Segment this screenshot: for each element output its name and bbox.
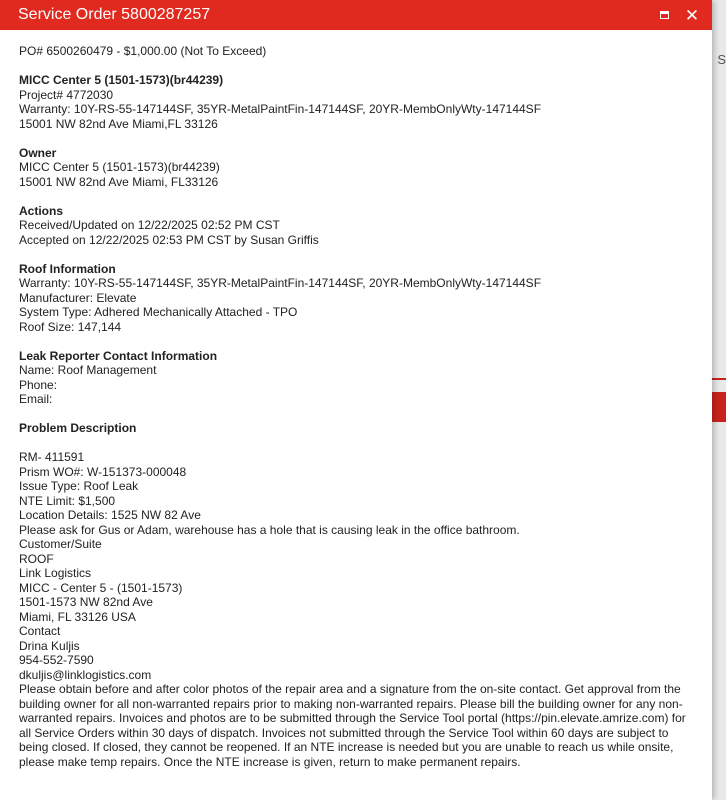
owner-address: 15001 NW 82nd Ave Miami, FL33126 (19, 174, 219, 189)
actions-heading: Actions (19, 203, 64, 218)
problem-line: 954-552-7590 (19, 653, 94, 667)
leak-reporter-phone: Phone: (19, 377, 58, 392)
owner-heading: Owner (19, 145, 57, 160)
maximize-button[interactable] (654, 5, 674, 25)
leak-reporter-heading: Leak Reporter Contact Information (19, 348, 218, 363)
dialog-content (0, 30, 712, 769)
roof-manufacturer: Manufacturer: Elevate (19, 290, 137, 305)
problem-line: Contact (19, 624, 61, 638)
problem-instructions: Please obtain before and after color photos of the repair area and a signature from the on-site contact. Get approval from the building owner for all non-warranted repairs prior to making non-warranted repairs. Please bill the building owner for any non-warranted repairs. Invoices and photos are to be submitted through the Service Tool portal (https://pin.elevate.amrize.com) for all Service Orders within 30 days of dispatch. Invoices not submitted through the Service Tool within 60 days are subject to being closed. If closed, they cannot be reopened. If an NTE increase is needed but you are unable to reach us while onsite, please make temp repairs. Once the NTE increase is given, return to make permanent repairs. (19, 682, 686, 769)
problem-line: RM- 411591 (19, 450, 85, 464)
owner-name: MICC Center 5 (1501-1573)(br44239) (19, 160, 220, 174)
site-name: MICC Center 5 (1501-1573)(br44239) (19, 73, 224, 87)
problem-line: MICC - Center 5 - (1501-1573) (19, 580, 183, 595)
po-line: PO# 6500260479 - $1,000.00 (Not To Exceed) (19, 44, 267, 58)
roof-warranty: Warranty: 10Y-RS-55-147144SF, 35YR-MetalPaintFin-147144SF, 20YR-MembOnlyWty-147144SF (19, 276, 542, 290)
problem-line: dkuljis@linklogistics.com (19, 667, 152, 682)
close-icon: ✕ (684, 5, 700, 25)
maximize-icon (660, 11, 669, 19)
problem-line: 1501-1573 NW 82nd Ave (19, 595, 153, 609)
problem-line: Prism WO#: W-151373-000048 (19, 464, 187, 479)
problem-line: Customer/Suite (19, 537, 102, 551)
roof-size: Roof Size: 147,144 (19, 319, 122, 334)
dialog-title: Service Order 5800287257 (18, 6, 211, 23)
leak-reporter-name: Name: Roof Management (19, 363, 157, 377)
accepted-line: Accepted on 12/22/2025 02:53 PM CST by Susan Griffis (19, 232, 319, 247)
problem-line: Please ask for Gus or Adam, warehouse has a hole that is causing leak in the office bathroom. (19, 522, 520, 537)
close-button[interactable] (682, 5, 702, 25)
project-number: Project# 4772030 (19, 87, 114, 102)
background-red-band (712, 392, 726, 422)
background-red-line (712, 378, 726, 380)
problem-heading: Problem Description (19, 421, 137, 435)
dialog-titlebar (0, 0, 712, 30)
background-text-fragment: S (717, 52, 726, 67)
problem-lines (19, 450, 693, 682)
site-address: 15001 NW 82nd Ave Miami,FL 33126 (19, 116, 218, 131)
problem-line: NTE Limit: $1,500 (19, 493, 116, 508)
problem-line: ROOF (19, 551, 54, 566)
problem-line: Location Details: 1525 NW 82 Ave (19, 508, 201, 522)
site-warranty: Warranty: 10Y-RS-55-147144SF, 35YR-MetalPaintFin-147144SF, 20YR-MembOnlyWty-147144SF (19, 102, 542, 116)
problem-line: Issue Type: Roof Leak (19, 479, 139, 493)
problem-line: Link Logistics (19, 566, 92, 580)
problem-line: Miami, FL 33126 USA (19, 609, 136, 624)
received-line: Received/Updated on 12/22/2025 02:52 PM CST (19, 218, 280, 232)
titlebar-buttons (654, 5, 702, 25)
leak-reporter-email: Email: (19, 392, 53, 406)
problem-line: Drina Kuljis (19, 638, 80, 653)
roof-system-type: System Type: Adhered Mechanically Attached - TPO (19, 305, 298, 319)
roof-heading: Roof Information (19, 261, 116, 276)
